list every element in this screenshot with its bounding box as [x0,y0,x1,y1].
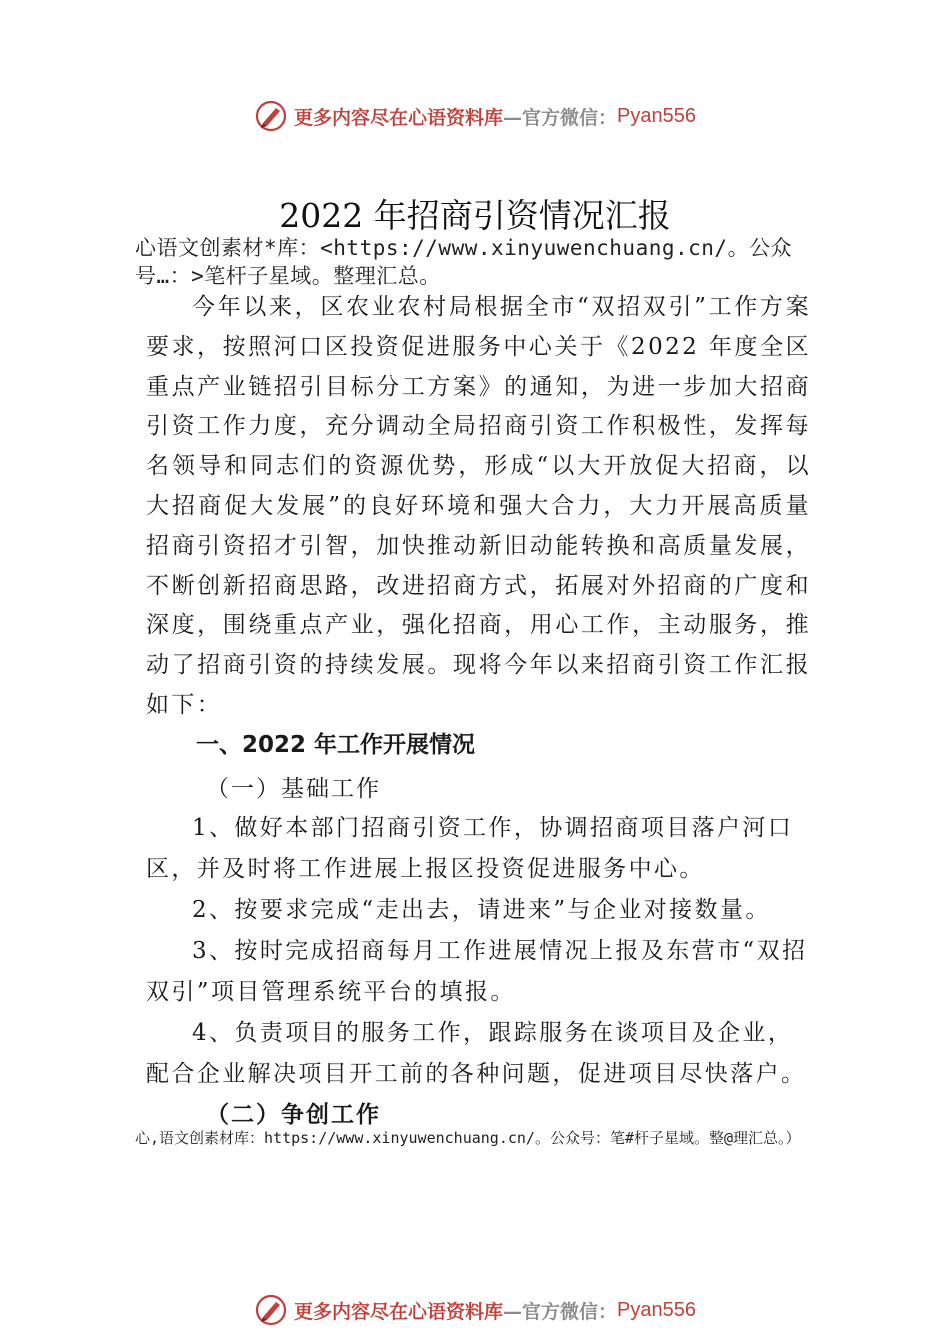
list-item: 4、负责项目的服务工作，跟踪服务在谈项目及企业，配合企业解决项目开工前的各种问题，促进项目尽快落户。 [146,1020,807,1087]
list-item: 1、做好本部门招商引资工作，协调招商项目落户河口区，并及时将工作进展上报区投资促进服务中心。 [146,815,794,882]
banner-gray-text: —官方微信： [503,106,618,129]
intro-paragraph [146,288,811,726]
banner-wechat-id: Pyan556 [617,104,696,127]
document-title: 2022 年招商引资情况汇报 [279,196,671,235]
item-list [146,808,811,1095]
banner-red-text: 更多内容尽在心语资料库 [294,1300,504,1323]
list-item: 3、按时完成招商每月工作进展情况上报及东营市“双招双引”项目管理系统平台的填报。 [146,938,808,1005]
pen-logo-icon [254,99,288,133]
banner-wechat-id: Pyan556 [617,1298,696,1321]
subheading-competition-work: （二）争创工作 [206,1101,381,1128]
footer-note: 心,语文创素材库：https://www.xinyuwenchuang.cn/。公众号：笔#杆子星域。整@理汇总。） [135,1129,801,1147]
list-item: 2、按要求完成“走出去，请进来”与企业对接数量。 [192,897,771,923]
pen-logo-icon [254,1293,288,1327]
section-heading-1: 一、2022 年工作开展情况 [196,732,476,758]
header-banner [0,96,950,136]
banner-red-text: 更多内容尽在心语资料库 [294,106,504,129]
intro-text: 今年以来，区农业农村局根据全市“双招双引”工作方案要求，按照河口区投资促进服务中心关于《2022 年度全区重点产业链招引目标分工方案》的通知，为进一步加大招商引资工作力度，充分调动全局招商引资工作积极性，发挥每名领导和同志们的资源优势，形成“以大开放促大招商，以大招商促大发展”的良好环境和强大合力，大力开展高质量招商引资招才引智，加快推动新旧动能转换和高质量发展， 不断创新招商思路，改进招商方式，拓展对外招商的广度和深度，围绕重点产业，强化招商，用心工作，主动服务，推动了招商引资的持续发展。现将今年以来招商引资工作汇报如下： [146,294,811,718]
banner-gray-text: —官方微信： [503,1300,618,1323]
subheading-basic-work: （一）基础工作 [206,776,381,802]
source-line: 心语文创素材*库：<https://www.xinyuwenchuang.cn/。公众号…：>笔杆子星域。整理汇总。 [135,236,793,288]
footer-banner [0,1290,950,1330]
